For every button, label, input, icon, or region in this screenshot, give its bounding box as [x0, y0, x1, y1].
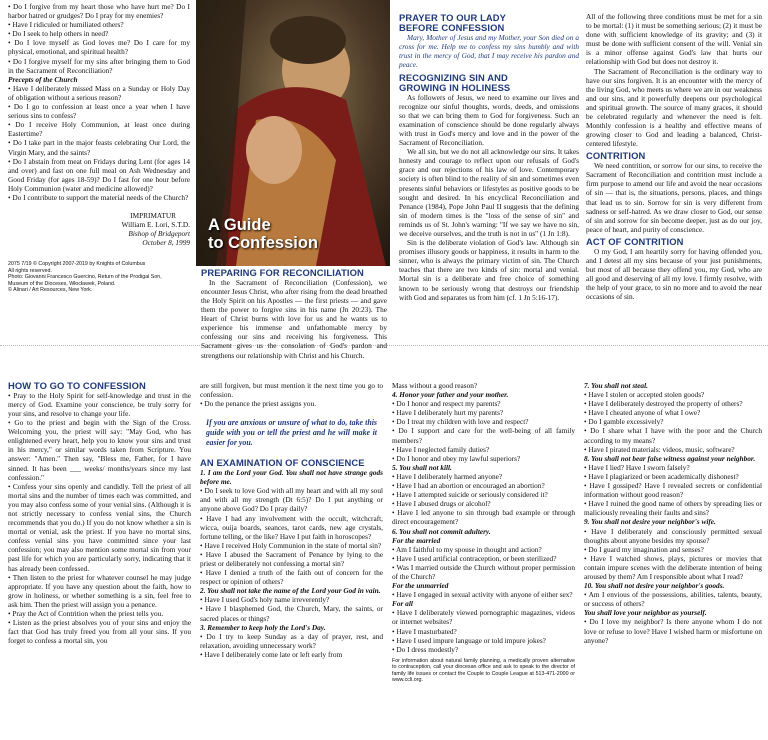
question-item: • Have I pirated materials: videos, music, software? — [584, 444, 735, 454]
sin-title-1: RECOGNIZING SIN AND — [399, 71, 508, 83]
question-item: • Do I love my neighbor? Is there anyone whom I do not love or refuse to love? Have I wished harm or misfortune on anyone? — [584, 617, 762, 645]
for-married: For the married — [392, 535, 441, 545]
commandment-3: 3. Remember to keep holy the Lord's Day. — [200, 622, 326, 632]
commandment-7-items — [584, 390, 762, 454]
commandment-10: 10. You shall not desire your neighbor's goods. — [584, 581, 725, 591]
how-to-title: HOW TO GO TO CONFESSION — [8, 380, 146, 391]
bishop-name: William E. Lori, S.T.D. — [121, 220, 190, 230]
contrition-title: CONTRITION — [586, 150, 646, 162]
confession-step: • Listen as the priest absolves you of your sins and enjoy the fact that God has truly freed you from all your sins. If you forget to confess a mortal sin, you — [8, 618, 191, 646]
precept-item: • Do I abstain from meat on Fridays during Lent (for ages 14 and over) and fast on one full meal on Ash Wednesday and Good Friday (for ages 18-59)? Do I fast for one hour before Holy Communion (water and medicine allowed)? — [8, 156, 190, 193]
commandment-4: 4. Honor your father and your mother. — [392, 390, 509, 400]
for-unmarried: For the unmarried — [392, 581, 449, 591]
sin-para-2: We all sin, but we do not all acknowledge our sins. It takes honesty and courage to reflect upon our refusals of God's grace and our rejections of his law of love. Contemporary society is often blind to the reality of sin and sometimes even presents sinful behaviors or lifestyles as positive goods to be sought and desired. In his encyclical Reconciliation and Penance (1984), Pope John Paul II suggests that the defining sin of modern times is the "loss of the sense of sin" and reminds us of St. John's warning: "If we say we have no sin, we deceive ourselves, and the truth is not in us" (1 Jn 1:8). — [399, 147, 579, 238]
imprimatur: IMPRIMATUR — [130, 211, 176, 221]
commandment-9-items — [584, 527, 762, 582]
cont-text-3: Mass without a good reason? — [392, 381, 478, 390]
question-item: • Have I stolen or accepted stolen goods? — [584, 390, 705, 400]
question-item: • Have I abused the Sacrament of Penance by lying to the priest or deliberately not confessing a mortal sin? — [200, 549, 383, 569]
question-item: • Do I dress modestly? — [392, 644, 459, 654]
question-item: • Have I ruined the good name of others by spreading lies or maliciously revealing their faults and sins? — [584, 499, 762, 518]
panel-2 — [201, 268, 387, 360]
love-neighbor-items — [584, 617, 762, 644]
question-item: • Have I watched shows, plays, pictures or movies that contain impure scenes with the deliberate intention of being aroused by them? Am I responsible about what I read? — [584, 553, 762, 581]
credit-line: Museum of the Dioceses, Włocławek, Poland. — [8, 280, 116, 287]
question-item: • Have I lied? Have I sworn falsely? — [584, 462, 690, 472]
cover-title — [208, 216, 318, 252]
confession-step: • Then listen to the priest for whatever counsel he may judge appropriate. If you have any question about the faith, how to grow in holiness, or whether something is a sin, feel free to ask him. Then the priest will assign you a penance. — [8, 572, 191, 609]
commandment-1: 1. I am the Lord your God. You shall not have strange gods before me. — [200, 468, 383, 487]
panel-1-items — [8, 2, 190, 75]
question-item: • Have I deliberately and consciously permitted sexual thoughts about anyone besides my spouse? — [584, 526, 762, 545]
question-item: • Have I had any involvement with the occult, witchcraft, wicca, ouija boards, seances, tarot cards, new age crystals, fortune telling, or the like? Have I put faith in horoscopes? — [200, 513, 383, 541]
question-item: • Do I treat my children with love and respect? — [392, 417, 529, 427]
commandment-1-items — [200, 486, 383, 586]
commandment-7: 7. You shall not steal. — [584, 381, 648, 390]
sin-para-3: Sin is the deliberate violation of God's law. Although sin promises illusory goods or happiness, it results in harm to the sinner, who is always the primary victim of sin. The Church teaches that there are two kinds of sin: mortal and venial. Mortal sin is a deliberate and free choice of something known to be seriously wrong that destroys our friendship with God and separates us from him (cf. 1 Jn 5:16-17). — [399, 238, 579, 302]
confession-step: • Go to the priest and begin with the Sign of the Cross. Welcoming you, the priest will say: "May God, who has enlightened every heart, help you to know your sins and trust in his mercy," or similar words taken from Scripture. You answer: "Amen." Then say, "Bless me, Father, for I have sinned. It has been ___ weeks/ months/years since my last confession." — [8, 418, 191, 482]
question-item: • Do I seek to help others in need? — [8, 29, 109, 39]
imprimatur-date: October 8, 1999 — [142, 238, 190, 248]
question-item: • Do I try to keep Sunday as a day of prayer, rest, and relaxation, avoiding unnecessary work? — [200, 631, 383, 650]
precepts-list — [8, 84, 190, 202]
penance-item: • Do the penance the priest assigns you. — [200, 399, 317, 409]
anxious-note: If you are anxious or unsure of what to do, take this guide with you or tell the priest and he will make it easier for you. — [206, 418, 377, 448]
precept-item: • Do I go to confession at least once a year when I have serious sins to confess? — [8, 102, 190, 121]
question-item: • Am I envious of the possessions, abilities, talents, beauty, or success of others? — [584, 590, 762, 609]
question-item: • Have I neglected family duties? — [392, 444, 490, 454]
unmarried-items — [392, 590, 575, 599]
question-item: • Was I married outside the Church without proper permission of the Church? — [392, 562, 575, 581]
act-text: O my God, I am heartily sorry for having offended you, and I detest all my sins because of your just punishments, but most of all because they offend you, my God, who are all good and deserving of all my love. I firmly resolve, with the help of your grace, to sin no more and to avoid the near occasions of sin. — [586, 246, 762, 302]
question-item: • Am I faithful to my spouse in thought and action? — [392, 544, 542, 554]
precept-item: • Do I receive Holy Communion, at least once during Eastertime? — [8, 120, 190, 139]
question-item: • Have I masturbated? — [392, 626, 457, 636]
question-item: • Do I seek to love God with all my heart and with all my soul and with all my strength (Dt 6:5)? Do I put anything or anyone above God? Do I pray daily? — [200, 486, 383, 514]
question-item: • Have I plagiarized or been academically dishonest? — [584, 471, 739, 481]
question-item: • Do I honor and obey my lawful superiors? — [392, 453, 521, 463]
imprimatur-block — [8, 211, 190, 247]
copyright-credits — [8, 261, 190, 293]
question-item: • Do I forgive myself for my sins after bringing them to God in the Sacrament of Reconciliation? — [8, 56, 190, 75]
cover-image — [196, 0, 390, 266]
question-item: • Have I received Holy Communion in the state of mortal sin? — [200, 540, 382, 550]
question-item: • Have I abused drugs or alcohol? — [392, 499, 491, 509]
sacrament-text: The Sacrament of Reconciliation is the ordinary way to have our sins forgiven. It is an encounter with the mercy of the living God, who meets us where we are in our weakness and our sins, and it powerfully deepens our psychological and spiritual growth. The source of many graces, it should be celebrated regularly and whenever the need is felt. Monthly confession is a healthy and effective means of growing closer to God and leading a balanced, Christ-centered lifestyle. — [586, 66, 762, 149]
how-to-steps — [8, 391, 191, 646]
bishop-title: Bishop of Bridgeport — [128, 229, 190, 239]
question-item: • Have I used artificial contraception, or been sterilized? — [392, 553, 557, 563]
panel-1 — [8, 2, 190, 293]
preparing-text: In the Sacrament of Reconciliation (Confession), we encounter Jesus Christ, who after rising from the dead breathed the Holy Spirit on his Apostles — the first priests — and gave them the power to forgive sins in his name (Jn 20:23). The Heart of Christ burns with love for us and he wants us to experience his immense and unfathomable mercy by confessing our sins and receiving his forgiveness. This Sacrament gives us the consolation of God's pardon and strengthens our relationship with Christ and his Church. — [201, 277, 387, 360]
love-neighbor: You shall love your neighbor as yourself. — [584, 608, 707, 618]
panel-3 — [399, 13, 579, 302]
question-item: • Do I forgive from my heart those who have hurt me? Do I harbor hatred or grudges? Do I pray for my enemies? — [8, 2, 190, 21]
question-item: • Have I led anyone to sin through bad example or through direct encouragement? — [392, 508, 575, 527]
question-item: • Have I gossiped? Have I revealed secrets or confidential information without good reason? — [584, 481, 762, 500]
question-item: • Have I denied a truth of the faith out of concern for the respect or opinion of others? — [200, 568, 383, 587]
panel-4 — [586, 12, 762, 301]
cover-title-line-1: A Guide — [208, 216, 271, 234]
question-item: • Do I love myself as God loves me? Do I care for my physical, emotional, and spiritual health? — [8, 38, 190, 57]
credit-line: Photo: Giovanni Francesco Guercino, Return of the Prodigal Son, — [8, 274, 162, 281]
credit-line: © Alinari / Art Resources, New York. — [8, 287, 93, 294]
contrition-text: We need contrition, or sorrow for our sins, to receive the Sacrament of Reconciliation and contrition must include a firm purpose to amend our life and avoid the near occasions of sin — that is, the situations, persons, places, and things that lead us to sin. Sorrow for sin is very different from sadness or self-hatred. As we draw closer to God, our sense of sin and sorrow for sin become deeper, just as do our joy, peace of heart, and purity of conscience. — [586, 161, 762, 234]
question-item: • Have I deliberately destroyed the property of others? — [584, 399, 743, 409]
sin-title-2: GROWING IN HOLINESS — [399, 81, 511, 93]
exam-title: AN EXAMINATION OF CONSCIENCE — [200, 457, 365, 469]
commandment-4-items — [392, 399, 575, 463]
question-item: • Have I deliberately hurt my parents? — [392, 408, 504, 418]
confession-step: • Pray the Act of Contrition when the priest tells you. — [8, 609, 164, 619]
commandment-5-items — [392, 472, 575, 527]
commandment-6: 6. You shall not commit adultery. — [392, 526, 491, 536]
question-item: • Do I honor and respect my parents? — [392, 399, 501, 409]
mortal-conditions: All of the following three conditions must be met for a sin to be mortal: (1) it must be something serious; (2) it must be done with sufficient knowledge of its gravity; and (3) it must be done with sufficient consent of the will. Venial sin is a minor offense against God's law that hurts our relationship with God but does not destroy it. — [586, 12, 762, 67]
commandment-9: 9. You shall not desire your neighbor's wife. — [584, 517, 716, 527]
question-item: • Have I deliberately viewed pornographic magazines, videos or internet websites? — [392, 608, 575, 627]
preparing-title: PREPARING FOR RECONCILIATION — [201, 267, 364, 278]
question-item: • Have I engaged in sexual activity with anyone of either sex? — [392, 590, 573, 600]
confession-step: • Pray to the Holy Spirit for self-knowledge and trust in the mercy of God. Examine your conscience, be truly sorry for your sins, and resolve to change your life. — [8, 390, 191, 418]
confession-step: • Confess your sins openly and candidly. Tell the priest of all mortal sins and the number of times each was committed, and you may also confess some of your venial sins. (Although it is not strictly necessary to confess venial sins, the Church recommends that you do.) If you do not know whether a sin is mortal or venial, ask the priest. If you have no mortal sins, confess venial sins you have committed since your last confession; you may also mention some mortal sin from your past life for which you are particularly sorry, indicating that it has already been confessed. — [8, 481, 191, 573]
prayer-title-1: PRAYER TO OUR LADY — [399, 12, 507, 23]
question-item: • Have I used impure language or told impure jokes? — [392, 635, 546, 645]
nfp-footnote: For information about natural family planning, a medically proven alternative to contraception, call your diocesan office and ask to speak to the director of family life issues or contact the Couple to Couple League at 513-471-2000 or www.ccli.org. — [392, 657, 575, 684]
question-item: • Have I deliberately harmed anyone? — [392, 471, 503, 481]
question-item: • Do I support and care for the well-being of all family members? — [392, 426, 575, 445]
commandment-2-items — [200, 595, 383, 622]
for-all: For all — [392, 599, 413, 609]
sin-para-1: As followers of Jesus, we need to examine our lives and recognize our sinful thoughts, words, deeds, and omissions so that we can bring them to God for forgiveness. Such an examination of conscience should be done regularly always with trust in God's mercy and love and in the power of the Sacrament of Reconciliation. — [399, 92, 579, 148]
credit-line: All rights reserved. — [8, 267, 52, 274]
question-item: • Do I guard my imagination and senses? — [584, 544, 704, 554]
question-item: • Do I gamble excessively? — [584, 417, 664, 427]
bottom-panel-4 — [584, 381, 762, 645]
for-all-items — [392, 608, 575, 653]
precept-item: • Have I deliberately missed Mass on a Sunday or Holy Day of obligation without a serious reason? — [8, 83, 190, 102]
bottom-panel-2 — [200, 381, 383, 659]
cover-title-line-2: to Confession — [208, 234, 318, 252]
question-item: • Have I cheated anyone of what I owe? — [584, 408, 701, 418]
prayer-title-2: BEFORE CONFESSION — [399, 21, 505, 33]
precept-item: • Do I take part in the major feasts celebrating Our Lord, the Virgin Mary, and the saints? — [8, 138, 190, 157]
commandment-8: 8. You shall not bear false witness against your neighbor. — [584, 453, 756, 463]
question-item: • Have I used God's holy name irreverently? — [200, 595, 330, 605]
precept-item: • Do I contribute to support the material needs of the Church? — [8, 192, 189, 202]
question-item: • Have I attempted suicide or seriously considered it? — [392, 490, 548, 500]
question-item: • Do I share what I have with the poor and the Church according to my means? — [584, 426, 762, 445]
bottom-panel-3 — [392, 381, 575, 683]
act-title: ACT OF CONTRITION — [586, 235, 684, 247]
commandment-8-items — [584, 463, 762, 518]
commandment-5: 5. You shall not kill. — [392, 462, 452, 472]
question-item: • Have I ridiculed or humiliated others? — [8, 20, 124, 30]
credit-line: 2075 7/19 © Copyright 2007-2019 by Knights of Columbus — [8, 261, 146, 268]
commandment-3-items — [200, 632, 383, 659]
commandment-2: 2. You shall not take the name of the Lord your God in vain. — [200, 586, 381, 596]
question-item: • Have I deliberately come late or left early from — [200, 649, 343, 659]
bottom-panel-1 — [8, 381, 191, 645]
married-items — [392, 545, 575, 581]
question-item: • Have I had an abortion or encouraged an abortion? — [392, 481, 545, 491]
prayer-text: Mary, Mother of Jesus and my Mother, your Son died on a cross for me. Help me to confess my sins humbly and with trust in the mercy of God, that I may receive his pardon and peace. — [399, 32, 579, 69]
commandment-10-items — [584, 590, 762, 608]
question-item: • Have I blasphemed God, the Church, Mary, the saints, or sacred places or things? — [200, 604, 383, 623]
cont-text: are still forgiven, but must mention it the next time you go to confession. — [200, 381, 383, 400]
precepts-title: Precepts of the Church — [8, 74, 78, 84]
